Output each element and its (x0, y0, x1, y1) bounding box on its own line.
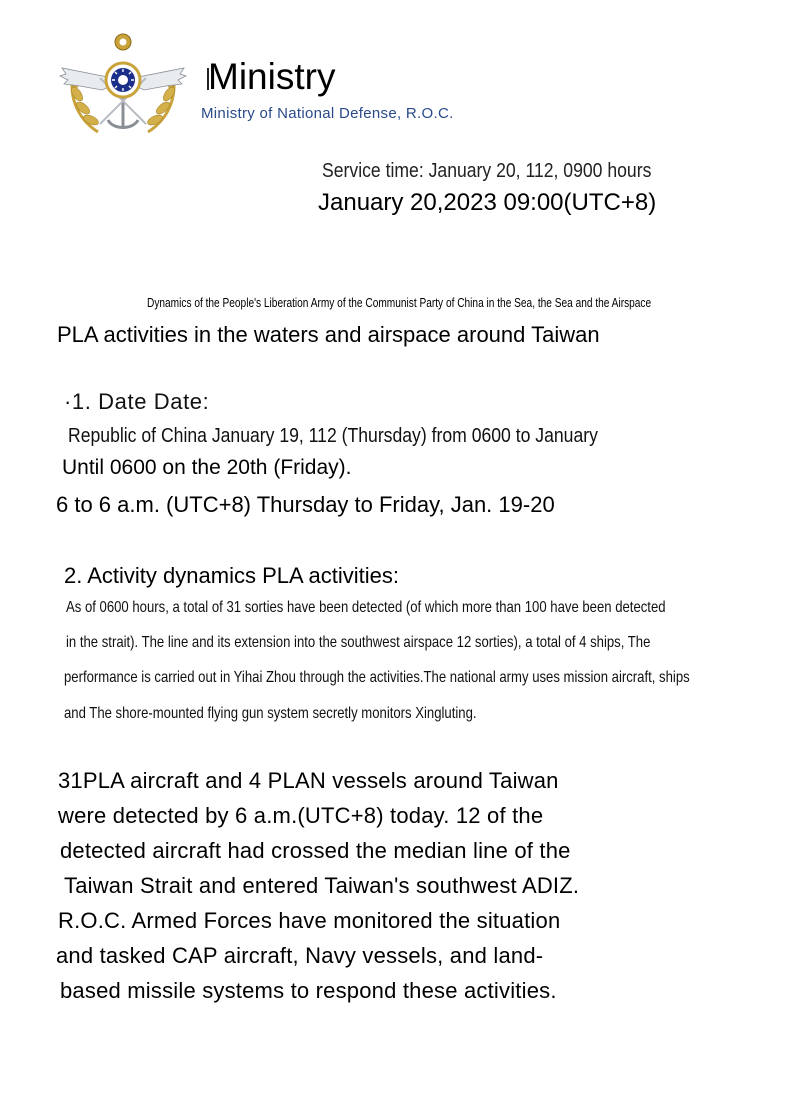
summary-line: Taiwan Strait and entered Taiwan's southwest ADIZ. (64, 873, 580, 898)
section1-line: Republic of China January 19, 112 (Thursday) from 0600 to January (68, 425, 598, 447)
section1-heading: ·1. Date Date: (64, 389, 210, 414)
section2-heading: 2. Activity dynamics PLA activities: (64, 563, 400, 588)
section1-line: Until 0600 on the 20th (Friday). (62, 456, 352, 479)
section1-line: 6 to 6 a.m. (UTC+8) Thursday to Friday, Jan. 19-20 (56, 492, 555, 517)
summary-line: detected aircraft had crossed the median line of the (60, 838, 571, 863)
date-line: January 20,2023 09:00(UTC+8) (318, 189, 657, 216)
small-title: Dynamics of the People's Liberation Army of the Communist Party of China in the Sea, the Sea and the Airspace (147, 295, 652, 310)
summary-line: R.O.C. Armed Forces have monitored the situation (58, 908, 561, 933)
summary-line: were detected by 6 a.m.(UTC+8) today. 12 of the (58, 803, 544, 828)
defense-ministry-emblem-icon (58, 28, 188, 140)
summary-line: based missile systems to respond these activities. (60, 978, 557, 1003)
section2-line: As of 0600 hours, a total of 31 sorties have been detected (of which more than 100 have been detected (66, 599, 666, 616)
ministry-subtitle: Ministry of National Defense, R.O.C. (201, 105, 454, 122)
summary-line: 31PLA aircraft and 4 PLAN vessels around Taiwan (58, 768, 559, 793)
main-title: PLA activities in the waters and airspace around Taiwan (57, 322, 600, 347)
section2-line: and The shore-mounted flying gun system secretly monitors Xingluting. (64, 705, 477, 722)
summary-line: and tasked CAP aircraft, Navy vessels, and land- (56, 943, 544, 968)
service-time: Service time: January 20, 112, 0900 hours (322, 160, 652, 182)
section2-line: in the strait). The line and its extension into the southwest airspace 12 sorties), a total of 4 ships, The (66, 634, 651, 651)
page-title: Ministry (208, 56, 336, 97)
section2-line: performance is carried out in Yihai Zhou through the activities.The national army uses mission aircraft, ships (64, 669, 690, 686)
